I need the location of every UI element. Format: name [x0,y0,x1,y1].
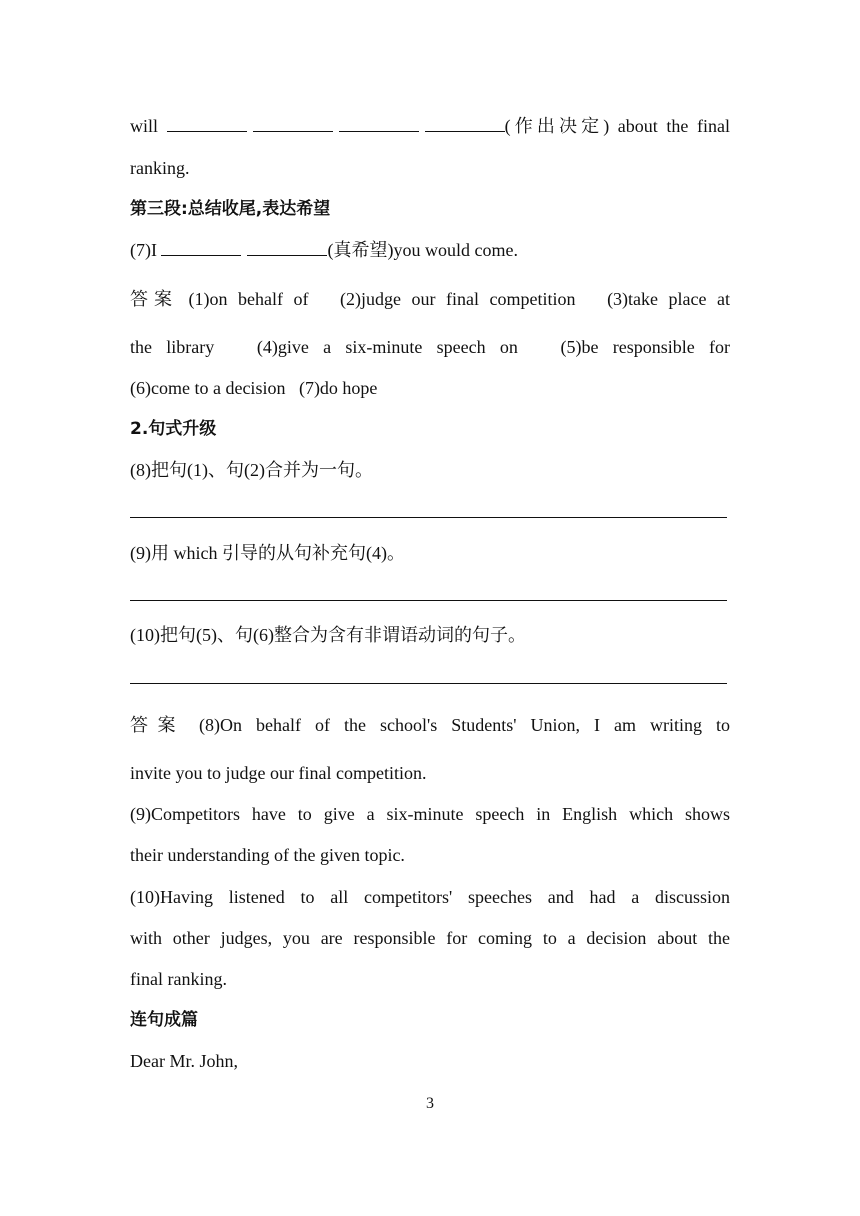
answer-1-line-2: the library (4)give a six-minute speech on (5)be responsible for [130,337,730,357]
paragraph-3-heading: 第三段:总结收尾,表达希望 [130,199,331,219]
section-2-heading: 2.句式升级 [130,419,217,439]
fill-in-line-decision [130,114,730,138]
text-item7-prefix: (7)I [130,240,157,260]
answer-line-8 [130,517,727,518]
answer-2-line-1 [130,713,730,738]
blank [167,117,247,132]
answer-1-line-3: (6)come to a decision (7)do hope [130,378,378,398]
answer-1-text-1: (1)on behalf of (2)judge our final competition (3)take place at [188,289,731,309]
answer-label: 答案 [130,289,179,310]
answer-1-line-1 [130,287,730,312]
salutation: Dear Mr. John, [130,1051,238,1071]
text-decision-suffix: (作出决定) about the final [504,116,730,136]
blank [339,117,419,132]
blank [253,117,333,132]
text-will: will [130,116,159,136]
text-ranking: ranking. [130,158,190,178]
fill-in-line-hope [130,238,730,262]
answer-line-10 [130,683,727,684]
blank [161,241,241,256]
prompt-10: (10)把句(5)、句(6)整合为含有非谓语动词的句子。 [130,625,526,645]
answer-8-line-2: invite you to judge our final competition. [130,763,427,783]
answer-label: 答案 [130,715,186,736]
answer-10-line-2: with other judges, you are responsible for coming to a decision about the [130,928,730,948]
answer-9-line-1: (9)Competitors have to give a six-minute speech in English which shows [130,804,730,824]
prompt-9: (9)用 which 引导的从句补充句(4)。 [130,543,405,563]
answer-9-line-2: their understanding of the given topic. [130,845,405,865]
answer-line-9 [130,600,727,601]
answer-10-line-3: final ranking. [130,969,227,989]
text-item7-suffix: (真希望)you would come. [327,240,518,260]
blank [425,117,505,132]
section-3-heading: 连句成篇 [130,1010,198,1030]
blank [247,241,327,256]
prompt-8: (8)把句(1)、句(2)合并为一句。 [130,460,373,480]
answer-10-line-1: (10)Having listened to all competitors' speeches and had a discussion [130,887,730,907]
page-number: 3 [426,1095,434,1112]
answer-8-text-1: (8)On behalf of the school's Students' Union, I am writing to [199,715,731,735]
